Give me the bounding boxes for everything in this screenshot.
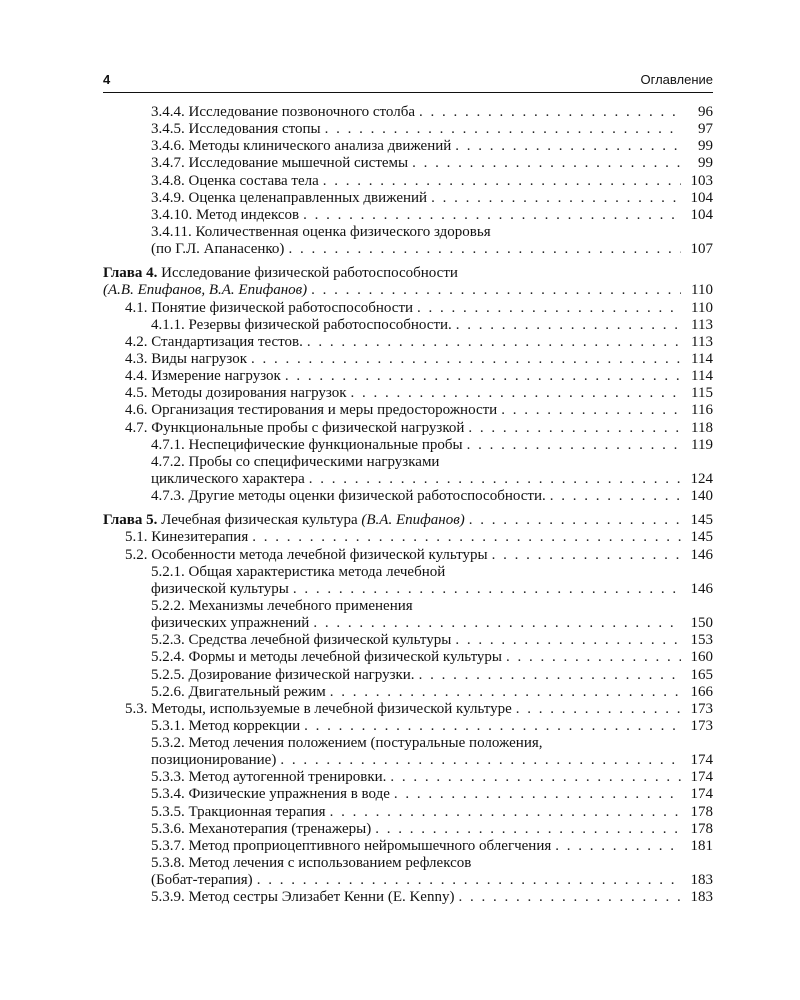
dot-leader <box>313 615 681 632</box>
entry-title: 5.2. Особенности метода лечебной физической культуры <box>125 546 488 563</box>
toc-entry-text <box>151 317 452 334</box>
toc-entry-text <box>151 872 253 889</box>
toc-entry-row <box>103 351 713 368</box>
dot-leader <box>555 838 681 855</box>
toc-page-number: 146 <box>690 580 713 597</box>
toc-page-number: 153 <box>690 632 713 649</box>
toc-page-number: 173 <box>690 700 713 717</box>
toc-entry-text <box>125 701 512 718</box>
dot-leader <box>311 282 681 299</box>
toc-entry-row <box>103 684 713 701</box>
entry-title: 5.3.3. Метод аутогенной тренировки. <box>151 769 387 786</box>
entry-title: 5.2.1. Общая характеристика метода лечебной <box>151 563 446 580</box>
entry-title: 3.4.4. Исследование позвоночного столба <box>151 104 415 120</box>
toc-entry-row <box>103 564 713 581</box>
entry-title: 4.2. Стандартизация тестов. <box>125 333 303 350</box>
table-of-contents <box>103 104 713 906</box>
toc-page-number: 99 <box>698 155 713 172</box>
dot-leader <box>492 547 681 564</box>
toc-entry-text <box>151 104 415 121</box>
toc-entry-text <box>151 752 276 769</box>
dot-leader <box>455 632 681 649</box>
toc-page-number: 116 <box>691 402 713 419</box>
toc-page-number: 160 <box>690 649 713 666</box>
dot-leader <box>467 437 681 454</box>
entry-title: 4.7.1. Неспецифические функциональные пробы <box>151 436 463 453</box>
toc-entry-row <box>103 224 713 241</box>
entry-title: (по Г.Л. Апанасенко) <box>151 241 285 258</box>
dot-leader <box>469 512 681 529</box>
dot-leader <box>303 207 681 224</box>
toc-entry-text <box>125 420 464 437</box>
dot-leader <box>412 155 681 172</box>
entry-title: 5.3.5. Тракционная терапия <box>151 803 326 820</box>
entry-title: Исследование физической работоспособности <box>161 265 458 282</box>
toc-page-number: 97 <box>698 121 713 138</box>
toc-entry-text <box>125 529 248 546</box>
toc-entry-row <box>103 855 713 872</box>
entry-title: 3.4.8. Оценка состава тела <box>151 172 319 189</box>
dot-leader <box>325 121 681 138</box>
dot-leader <box>456 317 681 334</box>
toc-entry-row <box>103 838 713 855</box>
toc-page-number: 113 <box>691 316 713 333</box>
dot-leader <box>468 420 681 437</box>
toc-entry-text <box>151 684 326 701</box>
entry-title: 3.4.10. Метод индексов <box>151 206 300 223</box>
toc-entry-row <box>103 872 713 889</box>
dot-leader <box>417 300 681 317</box>
toc-entry-text <box>151 190 427 207</box>
toc-entry-row <box>103 649 713 666</box>
toc-page-number: 183 <box>690 889 713 906</box>
dot-leader <box>458 889 681 906</box>
entry-title: 5.2.6. Двигательный режим <box>151 683 326 700</box>
toc-entry-text <box>125 351 247 368</box>
toc-page-number: 166 <box>690 683 713 700</box>
entry-title: (Бобат-терапия) <box>151 872 253 889</box>
toc-entry-text <box>151 598 413 615</box>
dot-leader <box>307 334 681 351</box>
toc-chapter-row <box>103 512 713 529</box>
toc-entry-text <box>151 786 390 803</box>
entry-title: 5.3.1. Метод коррекции <box>151 717 301 734</box>
toc-entry-row <box>103 104 713 121</box>
toc-page-number: 140 <box>690 488 713 505</box>
entry-title: физической культуры <box>151 580 289 597</box>
toc-entry-row <box>103 138 713 155</box>
toc-entry-text <box>103 512 465 529</box>
toc-entry-row <box>103 752 713 769</box>
toc-entry-row <box>103 385 713 402</box>
toc-page-number: 174 <box>690 752 713 769</box>
dot-leader <box>506 649 681 666</box>
dot-leader <box>323 173 681 190</box>
toc-entry-row <box>103 701 713 718</box>
entry-title: 5.3.2. Метод лечения положением (постуральные положения, <box>151 735 543 752</box>
dot-leader <box>257 872 681 889</box>
entry-title: 3.4.9. Оценка целенаправленных движений <box>151 189 428 206</box>
toc-entry-row <box>103 207 713 224</box>
dot-leader <box>330 684 681 701</box>
toc-entry-row <box>103 402 713 419</box>
toc-page-number: 110 <box>691 282 713 299</box>
chapter-label: Глава 5. <box>103 512 158 529</box>
entry-title: 5.3.6. Механотерапия (тренажеры) <box>151 820 372 837</box>
dot-leader <box>419 104 681 121</box>
entry-title: 5.3.7. Метод проприоцептивного нейромышечного облегчения <box>151 837 552 854</box>
toc-page-number: 178 <box>690 803 713 820</box>
entry-title: 5.3.9. Метод сестры Элизабет Кенни (E. Kenny) <box>151 889 455 906</box>
toc-entry-text <box>151 564 445 581</box>
dot-leader <box>330 804 681 821</box>
entry-title: циклического характера <box>151 470 305 487</box>
toc-entry-text <box>151 804 326 821</box>
toc-page-number: 115 <box>691 385 713 402</box>
toc-entry-text <box>125 334 303 351</box>
dot-leader <box>501 402 681 419</box>
toc-page-number: 145 <box>690 529 713 546</box>
entry-title: 5.2.2. Механизмы лечебного применения <box>151 597 413 614</box>
dot-leader <box>293 581 681 598</box>
toc-entry-text <box>125 547 488 564</box>
toc-entry-text <box>151 488 546 505</box>
toc-page-number: 181 <box>690 837 713 854</box>
entry-title: 3.4.7. Исследование мышечной системы <box>151 155 409 172</box>
toc-entry-text <box>151 735 543 752</box>
toc-entry-text <box>103 265 458 282</box>
toc-page-number: 174 <box>690 786 713 803</box>
toc-entry-text <box>125 402 497 419</box>
toc-page-number: 183 <box>690 872 713 889</box>
chapter-authors: (В.А. Епифанов) <box>361 512 465 529</box>
toc-entry-text <box>151 224 491 241</box>
toc-entry-row <box>103 889 713 906</box>
toc-entry-row <box>103 317 713 334</box>
toc-chapter-row <box>103 265 713 282</box>
toc-entry-text <box>125 368 281 385</box>
toc-entry-row <box>103 334 713 351</box>
toc-entry-text <box>151 838 551 855</box>
toc-chapter-row <box>103 282 713 299</box>
entry-title: 4.6. Организация тестирования и меры предосторожности <box>125 402 498 419</box>
toc-page-number: 113 <box>691 333 713 350</box>
header-rule <box>103 92 713 93</box>
toc-entry-row <box>103 241 713 258</box>
dot-leader <box>252 529 681 546</box>
toc-page-number: 110 <box>691 299 713 316</box>
toc-page-number: 107 <box>690 241 713 258</box>
toc-entry-row <box>103 173 713 190</box>
entry-title: 5.2.4. Формы и методы лечебной физической культуры <box>151 649 503 666</box>
toc-entry-row <box>103 735 713 752</box>
entry-title: 5.3.4. Физические упражнения в воде <box>151 786 390 803</box>
toc-entry-text <box>151 454 439 471</box>
toc-entry-text <box>151 615 309 632</box>
toc-entry-text <box>151 855 471 872</box>
dot-leader <box>304 718 681 735</box>
toc-page-number: 96 <box>698 104 713 120</box>
toc-entry-row <box>103 300 713 317</box>
toc-page-number: 99 <box>698 138 713 155</box>
entry-title: 5.3.8. Метод лечения с использованием рефлексов <box>151 855 472 872</box>
dot-leader <box>431 190 681 207</box>
toc-entry-row <box>103 769 713 786</box>
dot-leader <box>280 752 681 769</box>
entry-title: Лечебная физическая культура <box>161 512 358 529</box>
toc-entry-text <box>151 889 454 906</box>
entry-title: 4.1.1. Резервы физической работоспособности. <box>151 316 452 333</box>
toc-entry-text <box>151 207 299 224</box>
toc-page-number: 146 <box>690 546 713 563</box>
running-title: Оглавление <box>640 72 713 87</box>
toc-page-number: 174 <box>690 769 713 786</box>
toc-entry-row <box>103 804 713 821</box>
toc-entry-text <box>151 121 321 138</box>
toc-entry-row <box>103 821 713 838</box>
toc-entry-row <box>103 581 713 598</box>
dot-leader <box>309 471 681 488</box>
dot-leader <box>455 138 681 155</box>
toc-entry-row <box>103 718 713 735</box>
entry-title: 3.4.5. Исследования стопы <box>151 121 321 138</box>
toc-page-number: 119 <box>691 436 713 453</box>
toc-entry-text <box>151 437 463 454</box>
dot-leader <box>285 368 681 385</box>
toc-entry-row <box>103 454 713 471</box>
dot-leader <box>419 667 681 684</box>
toc-page-number: 104 <box>690 206 713 223</box>
toc-entry-text <box>151 649 502 666</box>
entry-title: 5.1. Кинезитерапия <box>125 529 249 546</box>
toc-entry-row <box>103 190 713 207</box>
toc-entry-text <box>151 632 451 649</box>
toc-page-number: 150 <box>690 615 713 632</box>
toc-entry-row <box>103 488 713 505</box>
toc-entry-row <box>103 547 713 564</box>
toc-entry-row <box>103 471 713 488</box>
chapter-label: Глава 4. <box>103 265 158 282</box>
entry-title: 5.2.3. Средства лечебной физической культуры <box>151 632 452 649</box>
dot-leader <box>390 769 681 786</box>
toc-entry-row <box>103 155 713 172</box>
toc-entry-row <box>103 632 713 649</box>
toc-entry-row <box>103 368 713 385</box>
toc-entry-text <box>151 718 300 735</box>
toc-entry-text <box>151 173 319 190</box>
toc-page-number: 178 <box>690 820 713 837</box>
toc-entry-text <box>151 821 371 838</box>
toc-entry-text <box>151 155 408 172</box>
toc-page-number: 173 <box>690 717 713 734</box>
toc-entry-text <box>103 282 307 299</box>
toc-page-number: 103 <box>690 172 713 189</box>
toc-page-number: 124 <box>690 470 713 487</box>
toc-page-number: 165 <box>690 666 713 683</box>
entry-title: 4.7.3. Другие методы оценки физической работоспособности. <box>151 488 546 505</box>
entry-title: 4.5. Методы дозирования нагрузок <box>125 385 347 402</box>
entry-title: 5.2.5. Дозирование физической нагрузки. <box>151 666 415 683</box>
toc-entry-text <box>151 581 289 598</box>
toc-entry-text <box>151 138 451 155</box>
toc-entry-text <box>151 769 386 786</box>
entry-title: позиционирование) <box>151 752 277 769</box>
toc-page-number: 114 <box>691 350 713 367</box>
toc-page-number: 104 <box>690 189 713 206</box>
dot-leader <box>375 821 681 838</box>
dot-leader <box>351 385 681 402</box>
running-header <box>103 70 713 92</box>
toc-entry-text <box>125 385 347 402</box>
toc-page-number: 114 <box>691 368 713 385</box>
dot-leader <box>288 241 681 258</box>
toc-entry-row <box>103 615 713 632</box>
toc-entry-text <box>151 241 284 258</box>
page-number: 4 <box>103 72 111 87</box>
toc-entry-row <box>103 529 713 546</box>
entry-title: 4.1. Понятие физической работоспособности <box>125 299 414 316</box>
toc-entry-row <box>103 420 713 437</box>
entry-title: 4.4. Измерение нагрузок <box>125 368 281 385</box>
chapter-authors: (А.В. Епифанов, В.А. Епифанов) <box>103 282 308 299</box>
entry-title: физических упражнений <box>151 615 310 632</box>
toc-entry-row <box>103 667 713 684</box>
entry-title: 4.3. Виды нагрузок <box>125 350 248 367</box>
dot-leader <box>394 786 681 803</box>
entry-title: 4.7.2. Пробы со специфическими нагрузками <box>151 453 440 470</box>
toc-entry-text <box>151 471 305 488</box>
entry-title: 5.3. Методы, используемые в лечебной физической культуре <box>125 700 512 717</box>
toc-entry-row <box>103 598 713 615</box>
toc-entry-text <box>125 300 413 317</box>
dot-leader <box>251 351 681 368</box>
entry-title: 3.4.6. Методы клинического анализа движений <box>151 138 452 155</box>
toc-entry-row <box>103 786 713 803</box>
entry-title: 3.4.11. Количественная оценка физического здоровья <box>151 223 491 240</box>
dot-leader <box>550 488 681 505</box>
toc-entry-row <box>103 437 713 454</box>
toc-entry-text <box>151 667 415 684</box>
toc-page-number: 118 <box>691 419 713 436</box>
toc-entry-row <box>103 121 713 138</box>
dot-leader <box>516 701 681 718</box>
entry-title: 4.7. Функциональные пробы с физической нагрузкой <box>125 419 465 436</box>
toc-page-number: 145 <box>690 512 713 529</box>
